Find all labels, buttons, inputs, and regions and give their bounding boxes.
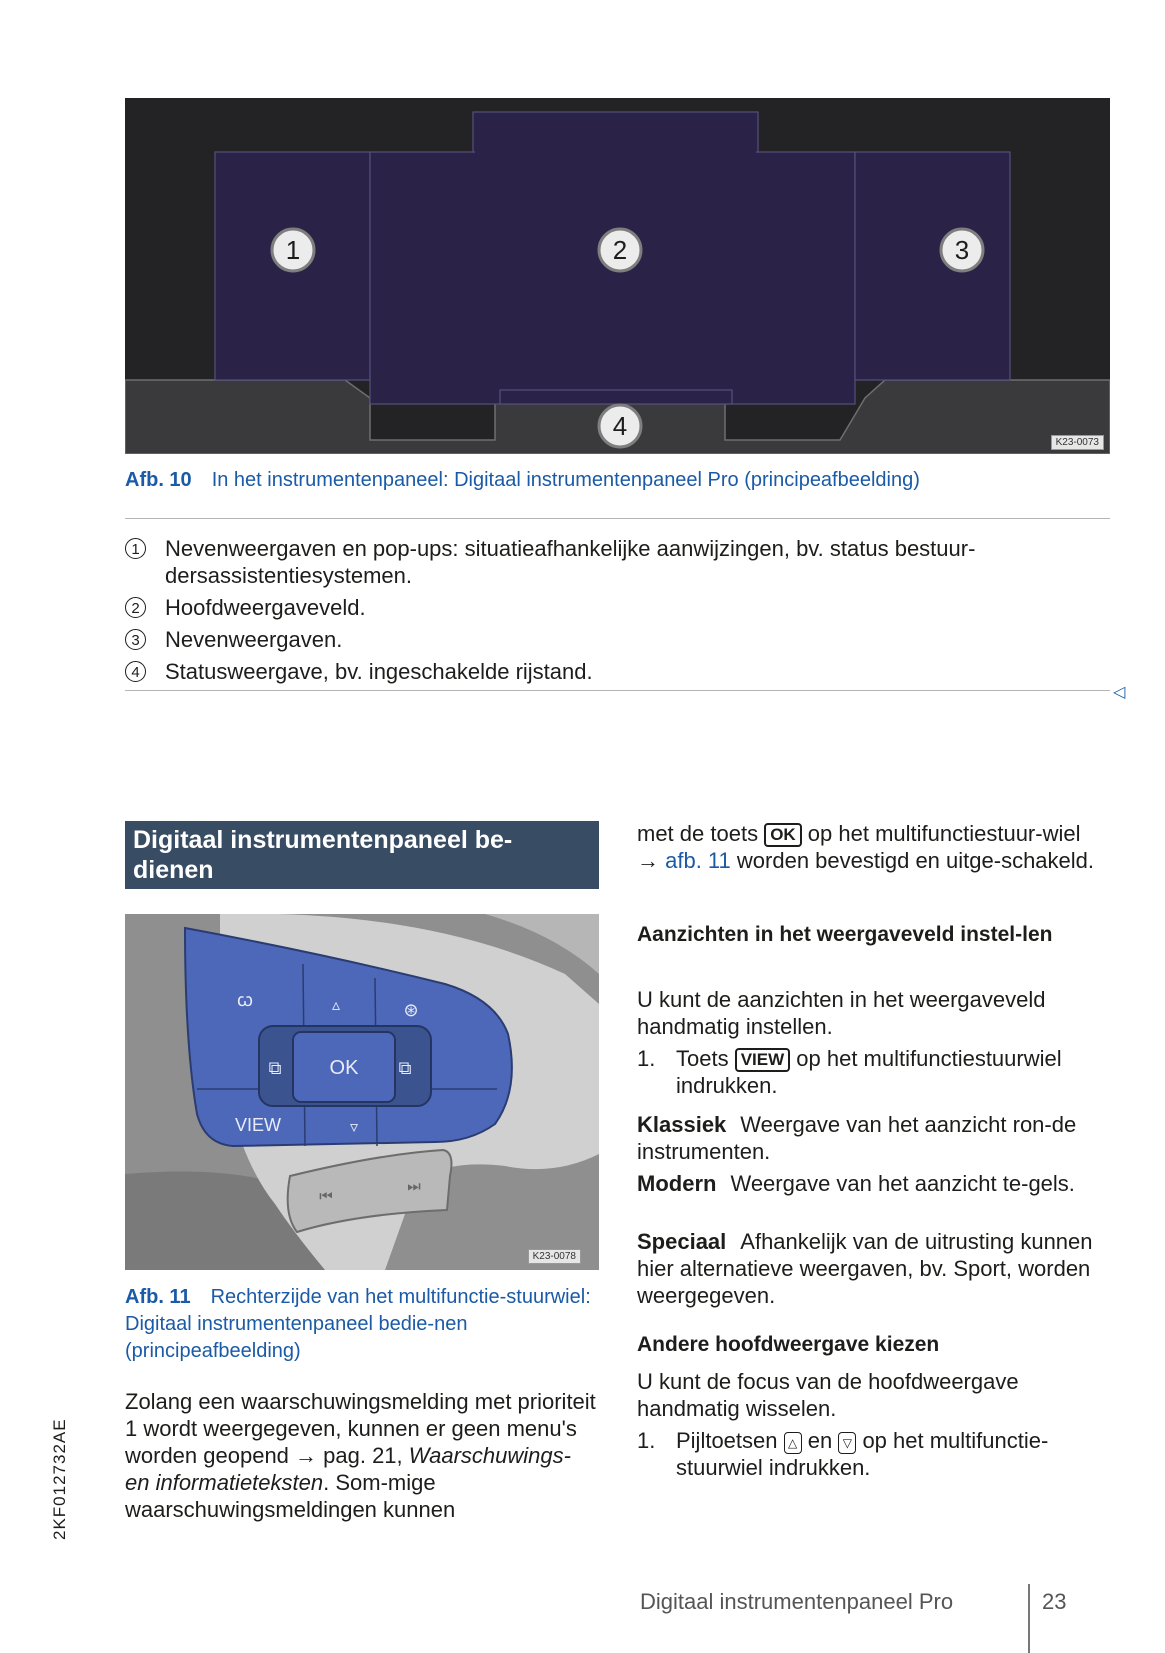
zone-4 xyxy=(500,390,732,404)
instrument-panel-illustration xyxy=(125,98,1110,454)
legend-text: Hoofdweergaveveld. xyxy=(165,595,366,620)
continued-paragraph xyxy=(637,820,1107,874)
legend-number: 2 xyxy=(125,597,146,618)
view-key-icon: VIEW xyxy=(735,1048,790,1072)
step-number: 1. xyxy=(637,1046,656,1071)
step-text: op het multifunctie-stuurwiel indrukken. xyxy=(676,1428,1049,1480)
callout-3 xyxy=(941,229,983,271)
figure-caption-text: Rechterzijde van het multifunctie-stuurwiel: Digitaal instrumentenpaneel bedie-nen (principeafbeelding) xyxy=(125,1286,591,1362)
figure-caption-text: In het instrumentenpaneel: Digitaal instrumentenpaneel Pro (principeafbeelding) xyxy=(211,469,920,491)
skip-forward-icon: ⏭ xyxy=(407,1178,421,1195)
ok-key-icon: OK xyxy=(764,823,802,847)
figure-10-instrument-panel xyxy=(125,98,1110,454)
step-text: Toets xyxy=(676,1046,735,1071)
definition-term: Modern xyxy=(637,1171,717,1196)
view-button-label: VIEW xyxy=(234,1115,282,1135)
subheading-main-view: Andere hoofdweergave kiezen xyxy=(637,1333,940,1356)
definition-text: Weergave van het aanzicht ron-de instrumenten. xyxy=(637,1112,1077,1164)
footer-chapter-title: Digitaal instrumentenpaneel Pro xyxy=(640,1589,954,1614)
figure-code: K23-0078 xyxy=(528,1249,581,1264)
definition-item xyxy=(637,1170,1107,1197)
views-intro: U kunt de aanzichten in het weergaveveld handmatig instellen. xyxy=(637,987,1046,1039)
legend-item xyxy=(125,626,1085,653)
reference-title: Waarschuwings- en informatieteksten xyxy=(125,1443,571,1495)
ok-button-label: OK xyxy=(329,1057,359,1079)
definition-term: Klassiek xyxy=(637,1112,727,1137)
skip-back-icon: ⏮ xyxy=(319,1188,333,1205)
figure-11-caption xyxy=(125,1284,599,1365)
callout-4 xyxy=(599,405,641,447)
svg-text:3: 3 xyxy=(954,235,970,265)
divider xyxy=(125,518,1110,519)
figure-reference-link[interactable]: afb. 11 xyxy=(665,848,731,873)
document-code: 2KF012732AE xyxy=(50,1418,69,1540)
paragraph-text: . Som-mige waarschuwingsmeldingen kunnen xyxy=(125,1470,456,1522)
divider xyxy=(125,690,1110,691)
definition-term: Speciaal xyxy=(637,1229,727,1254)
main-view-intro: U kunt de focus van de hoofdweergave handmatig wisselen. xyxy=(637,1369,1019,1421)
prev-view-icon: ⧉ xyxy=(268,1058,282,1078)
steering-wheel-illustration xyxy=(125,914,599,1270)
svg-text:4: 4 xyxy=(612,411,628,441)
step-text: op het multifunctiestuurwiel indrukken. xyxy=(676,1046,1062,1098)
left-paragraph xyxy=(125,1388,599,1523)
paragraph-text: met de toets xyxy=(637,821,765,846)
paragraph-text: op het multifunctiestuur-wiel → xyxy=(637,821,1081,873)
step-item xyxy=(637,1427,1107,1481)
svg-text:1: 1 xyxy=(285,235,301,265)
definition-item xyxy=(637,1111,1107,1165)
step-text: Pijltoetsen xyxy=(676,1428,784,1453)
legend-text: Nevenweergaven en pop-ups: situatieafhankelijke aanwijzingen, bv. status bestuur-dersassistentiesystemen. xyxy=(165,536,976,588)
legend-number: 4 xyxy=(125,661,146,682)
footer-divider xyxy=(1028,1584,1030,1653)
step-item xyxy=(637,1045,1107,1099)
next-view-icon: ⧉ xyxy=(398,1058,412,1078)
legend-item xyxy=(125,594,1085,621)
callout-2 xyxy=(599,229,641,271)
definition-item xyxy=(637,1228,1107,1309)
figure-label: Afb. 11 xyxy=(125,1286,191,1308)
step-number: 1. xyxy=(637,1428,656,1453)
legend-number: 3 xyxy=(125,629,146,650)
legend-text: Nevenweergaven. xyxy=(165,627,343,652)
zone-3 xyxy=(855,152,1010,380)
legend-item xyxy=(125,535,1085,589)
legend-text: Statusweergave, bv. ingeschakelde rijstand. xyxy=(165,659,593,684)
voice-icon: ꞷ xyxy=(236,990,254,1010)
paragraph-text: worden bevestigd en uitge-schakeld. xyxy=(730,848,1095,873)
assist-icon: ⊛ xyxy=(403,1000,419,1020)
step-text: en xyxy=(801,1428,839,1453)
up-arrow-icon: ▵ xyxy=(331,997,341,1014)
figure-11-steering-wheel xyxy=(125,914,599,1270)
callout-1 xyxy=(272,229,314,271)
svg-text:2: 2 xyxy=(612,235,628,265)
figure-code: K23-0073 xyxy=(1051,435,1104,450)
figure-label: Afb. 10 xyxy=(125,469,192,491)
definition-text: Weergave van het aanzicht te-gels. xyxy=(730,1171,1075,1196)
legend-item xyxy=(125,658,1085,685)
down-arrow-icon: ▿ xyxy=(349,1119,359,1136)
arrow-down-key-icon: ▽ xyxy=(838,1432,856,1454)
zone-2 xyxy=(370,152,855,404)
legend-number: 1 xyxy=(125,538,146,559)
definition-text: Afhankelijk van de uitrusting kunnen hier alternatieve weergaven, bv. Sport, worden weergegeven. xyxy=(637,1229,1093,1308)
subheading-views: Aanzichten in het weergaveveld instel-len xyxy=(637,923,1053,946)
section-heading: Digitaal instrumentenpaneel be-dienen xyxy=(125,821,599,889)
page-number: 23 xyxy=(1042,1589,1067,1614)
arrow-up-key-icon: △ xyxy=(784,1432,802,1454)
paragraph-text: Zolang een waarschuwingsmelding met prioriteit 1 wordt weergegeven, kunnen er geen menu's worden geopend → pag. 21, xyxy=(125,1389,596,1468)
figure-10-caption xyxy=(125,467,1110,494)
end-marker-icon: ◁ xyxy=(1113,684,1126,701)
